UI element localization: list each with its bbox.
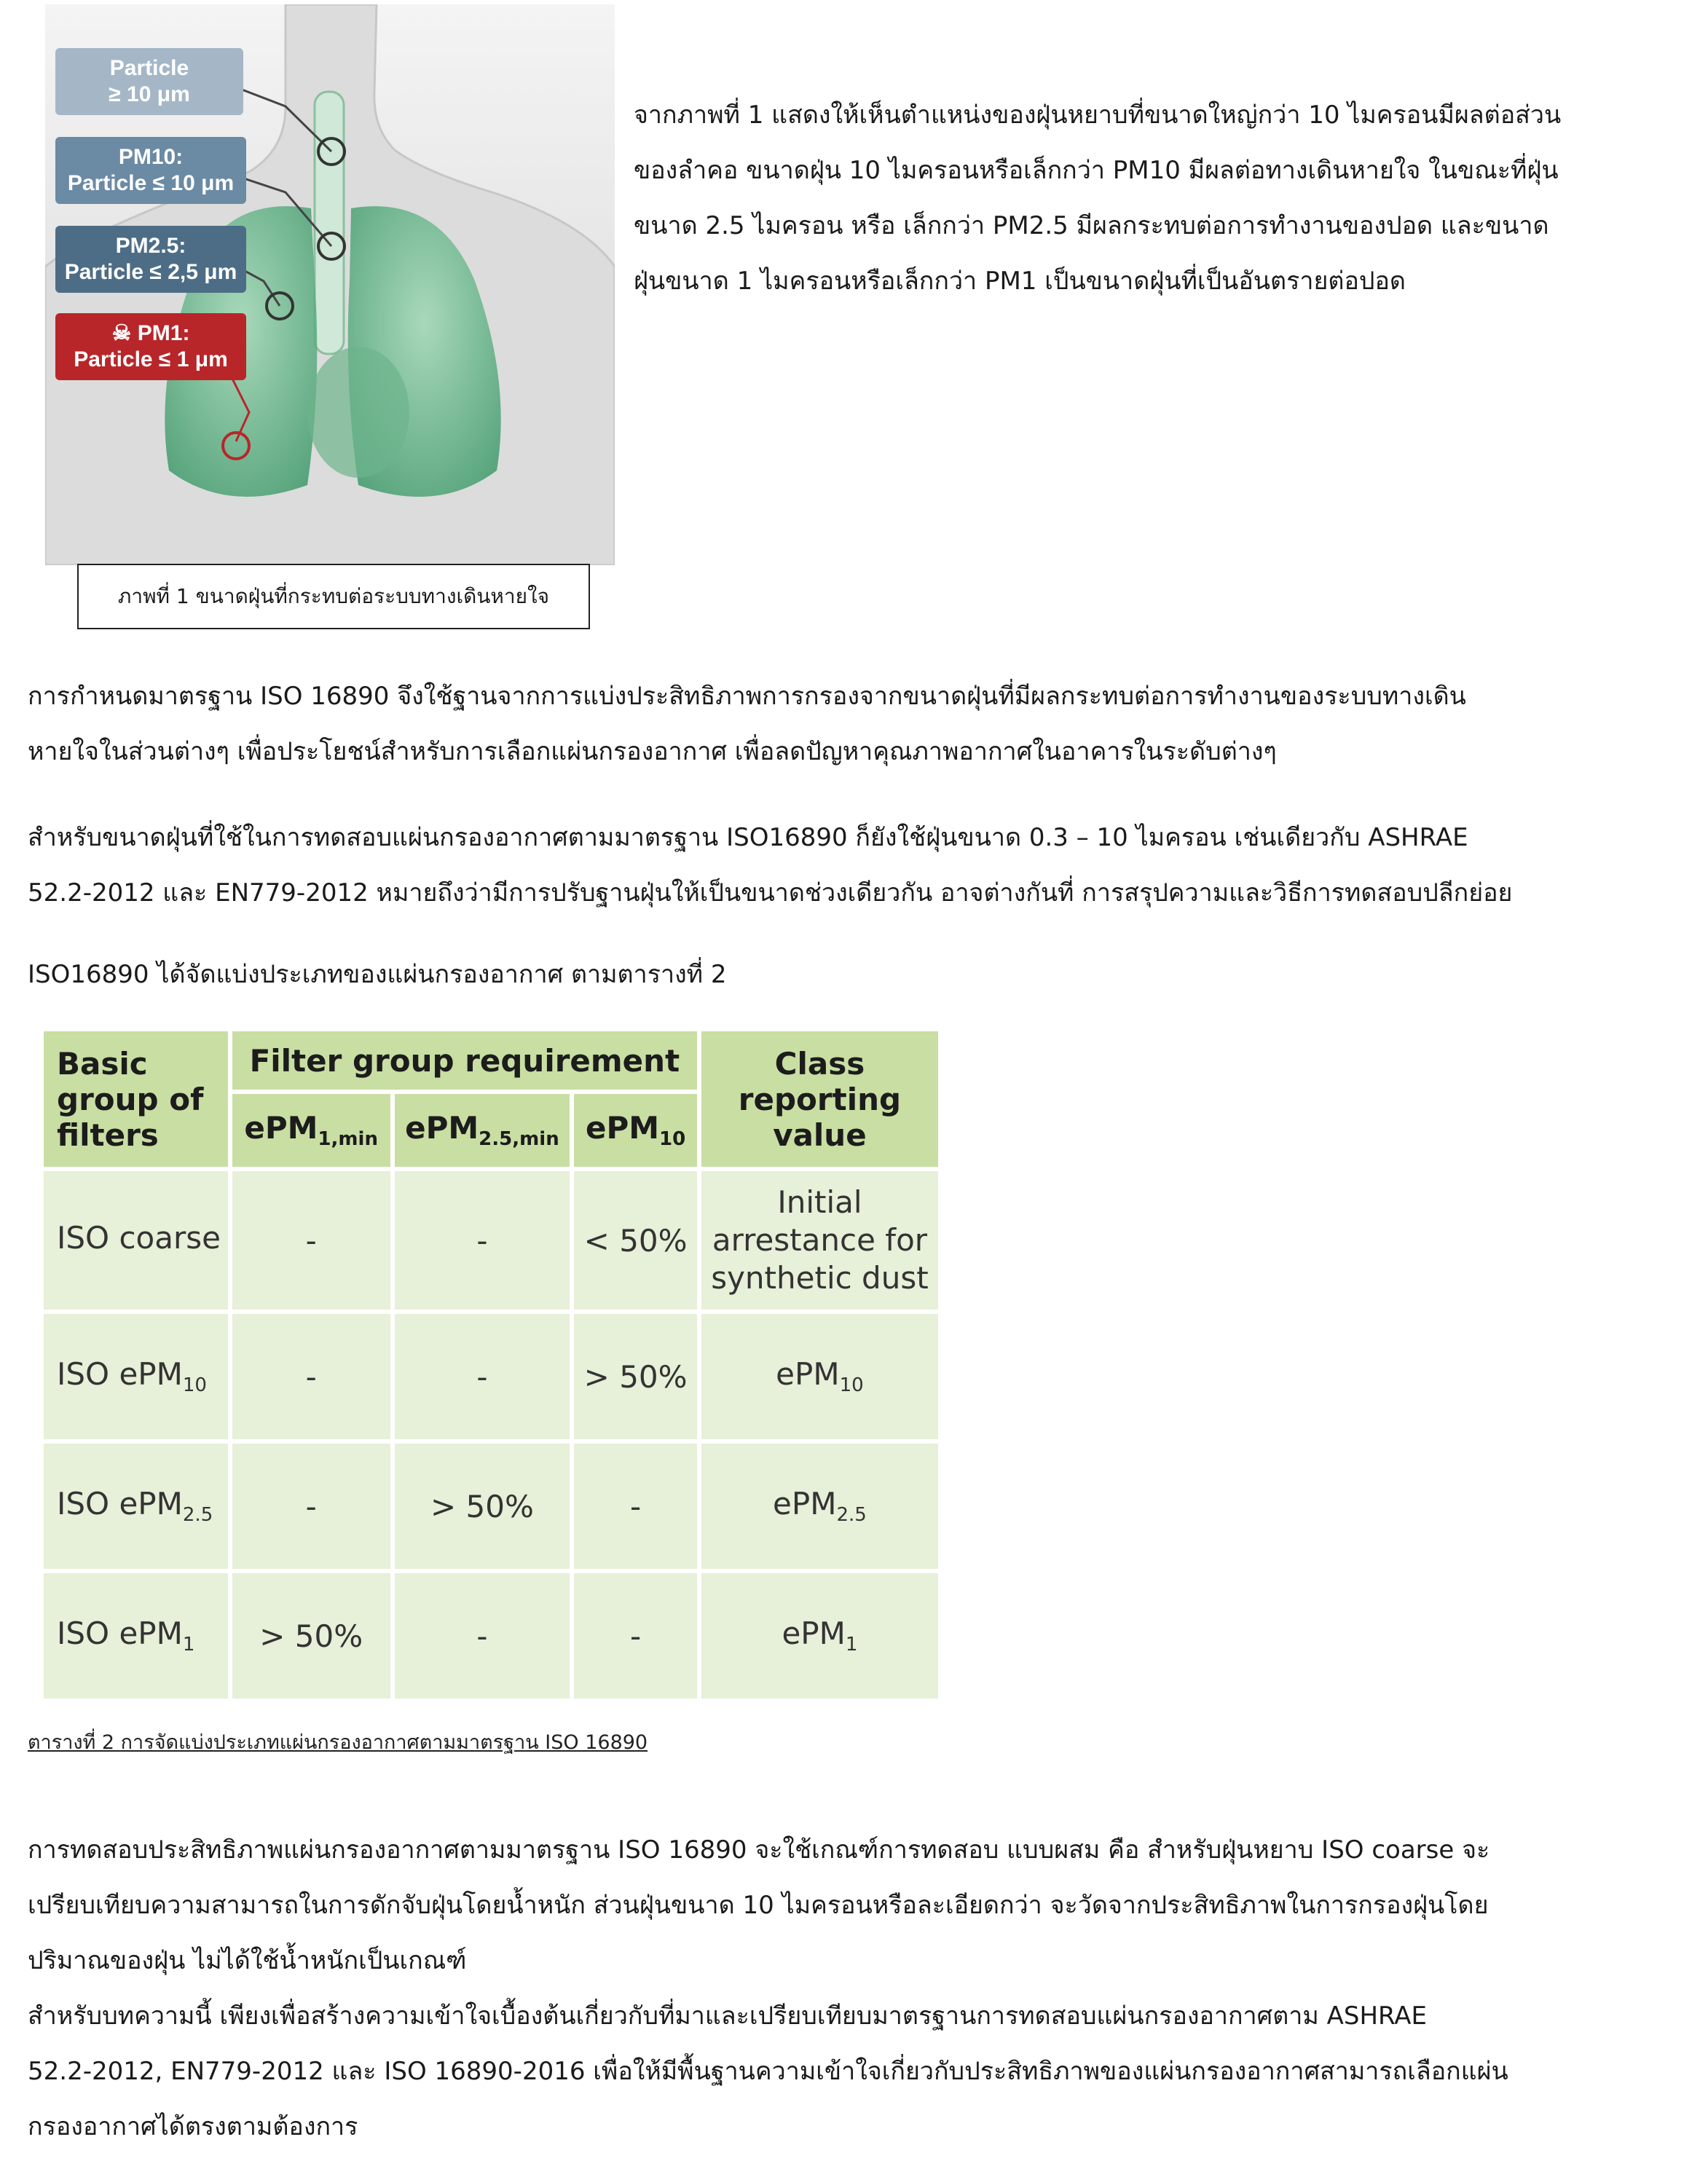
callout-line: Particle ≤ 1 μm	[74, 347, 228, 371]
table-row	[44, 1171, 938, 1310]
row-label: ISO ePM$_{10}$	[44, 1314, 228, 1439]
header-filter-group: Filter group requirement	[232, 1031, 697, 1090]
row-label: ISO ePM$_1$	[44, 1573, 228, 1698]
paragraph-2	[28, 810, 1674, 921]
text-line: จากภาพที่ 1 แสดงให้เห็นตำแหน่งของฝุ่นหยาบที่ขนาดใหญ่กว่า 10 ไมครอนมีผลต่อส่วน	[634, 101, 1562, 130]
header-epm25: ePM$_{2.5,min}$	[395, 1094, 570, 1167]
cell-epm1: -	[232, 1444, 390, 1569]
text-line: การกำหนดมาตรฐาน ISO 16890 จึงใช้ฐานจากการแบ่งประสิทธิภาพการกรองจากขนาดฝุ่นที่มีผลกระทบต่อการทำงานของระบบทางเดิน	[28, 682, 1466, 711]
row-label: ISO ePM$_{2.5}$	[44, 1444, 228, 1569]
callout-line: Particle ≤ 10 μm	[67, 171, 235, 195]
header-epm10: ePM$_{10}$	[574, 1094, 697, 1167]
callout-particle-10	[55, 48, 243, 115]
cell-class: ePM$_1$	[701, 1573, 938, 1698]
callout-pm1	[55, 313, 246, 380]
cell-epm1: -	[232, 1314, 390, 1439]
cell-epm25: > 50%	[395, 1444, 570, 1569]
header-epm1: ePM$_{1,min}$	[232, 1094, 390, 1167]
callout-line: ☠ PM1:	[111, 321, 190, 345]
table-row	[44, 1573, 938, 1698]
header-basic-group: Basic group of filters	[44, 1031, 228, 1167]
callout-line: ≥ 10 μm	[109, 82, 190, 106]
text-line: กรองอากาศได้ตรงตามต้องการ	[28, 2112, 358, 2141]
text-line: ฝุ่นขนาด 1 ไมครอนหรือเล็กกว่า PM1 เป็นขนาดฝุ่นที่เป็นอันตรายต่อปอด	[634, 267, 1406, 296]
callout-pm25	[55, 226, 246, 293]
text-line: 52.2-2012 และ EN779-2012 หมายถึงว่ามีการปรับฐานฝุ่นให้เป็นขนาดช่วงเดียวกัน อาจต่างกันที่ การสรุปความและวิธีการทดสอบปลีกย่อย	[28, 878, 1513, 908]
paragraph-5	[28, 1988, 1674, 2154]
cell-epm25: -	[395, 1314, 570, 1439]
callout-pm10	[55, 137, 246, 204]
text-line: สำหรับขนาดฝุ่นที่ใช้ในการทดสอบแผ่นกรองอากาศตามมาตรฐาน ISO16890 ก็ยังใช้ฝุ่นขนาด 0.3 – 10 ไมครอน เช่นเดียวกับ ASHRAE	[28, 823, 1468, 852]
cell-epm1: -	[232, 1171, 390, 1310]
callout-line: Particle ≤ 2,5 μm	[64, 260, 237, 284]
text-line: เปรียบเทียบความสามารถในการดักจับฝุ่นโดยน้ำหนัก ส่วนฝุ่นขนาด 10 ไมครอนหรือละเอียดกว่า จะวัดจากประสิทธิภาพในการกรองฝุ่นโดย	[28, 1891, 1489, 1920]
cell-epm1: > 50%	[232, 1573, 390, 1698]
text-line: สำหรับบทความนี้ เพียงเพื่อสร้างความเข้าใจเบื้องต้นเกี่ยวกับที่มาและเปรียบเทียบมาตรฐานการทดสอบแผ่นกรองอากาศตาม ASHRAE	[28, 2001, 1428, 2031]
text-line: การทดสอบประสิทธิภาพแผ่นกรองอากาศตามมาตรฐาน ISO 16890 จะใช้เกณฑ์การทดสอบ แบบผสม คือ สำหรับฝุ่นหยาบ ISO coarse จะ	[28, 1835, 1490, 1865]
text-line: หายใจในส่วนต่างๆ เพื่อประโยชน์สำหรับการเลือกแผ่นกรองอากาศ เพื่อลดปัญหาคุณภาพอากาศในอาคารในระดับต่างๆ	[28, 737, 1277, 766]
cell-class: ePM$_{2.5}$	[701, 1444, 938, 1569]
table-row	[44, 1314, 938, 1439]
header-class-reporting: Class reporting value	[701, 1031, 938, 1167]
cell-epm10: > 50%	[574, 1314, 697, 1439]
row-label: ISO coarse	[44, 1171, 228, 1310]
paragraph-4	[28, 1822, 1674, 1988]
table-caption: ตารางที่ 2 การจัดแบ่งประเภทแผ่นกรองอากาศตามมาตรฐาน ISO 16890	[28, 1731, 648, 1754]
cell-epm10: -	[574, 1444, 697, 1569]
paragraph-1	[28, 669, 1674, 779]
cell-class: Initial arrestance for synthetic dust	[701, 1171, 938, 1310]
cell-epm10: -	[574, 1573, 697, 1698]
callout-line: PM2.5:	[115, 234, 186, 258]
intro-paragraph	[634, 87, 1668, 309]
figure-caption: ภาพที่ 1 ขนาดฝุ่นที่กระทบต่อระบบทางเดินหายใจ	[77, 564, 590, 629]
cell-epm25: -	[395, 1171, 570, 1310]
callout-line: PM10:	[118, 145, 184, 169]
text-line: ของลำคอ ขนาดฝุ่น 10 ไมครอนหรือเล็กกว่า PM10 มีผลต่อทางเดินหายใจ ในขณะที่ฝุ่น	[634, 156, 1559, 185]
cell-epm10: < 50%	[574, 1171, 697, 1310]
cell-class: ePM$_{10}$	[701, 1314, 938, 1439]
filter-classification-table	[39, 1027, 942, 1703]
table-row	[44, 1444, 938, 1569]
lungs-figure	[45, 4, 615, 565]
callout-line: Particle	[109, 56, 189, 80]
text-line: ปริมาณของฝุ่น ไม่ได้ใช้น้ำหนักเป็นเกณฑ์	[28, 1946, 467, 1975]
text-line: 52.2-2012, EN779-2012 และ ISO 16890-2016 เพื่อให้มีพื้นฐานความเข้าใจเกี่ยวกับประสิทธิภาพของแผ่นกรองอากาศสามารถเลือกแผ่น	[28, 2057, 1508, 2086]
cell-epm25: -	[395, 1573, 570, 1698]
text-line: ขนาด 2.5 ไมครอน หรือ เล็กกว่า PM2.5 มีผลกระทบต่อการทำงานของปอด และขนาด	[634, 211, 1549, 240]
paragraph-3: ISO16890 ได้จัดแบ่งประเภทของแผ่นกรองอากาศ ตามตารางที่ 2	[28, 960, 727, 989]
